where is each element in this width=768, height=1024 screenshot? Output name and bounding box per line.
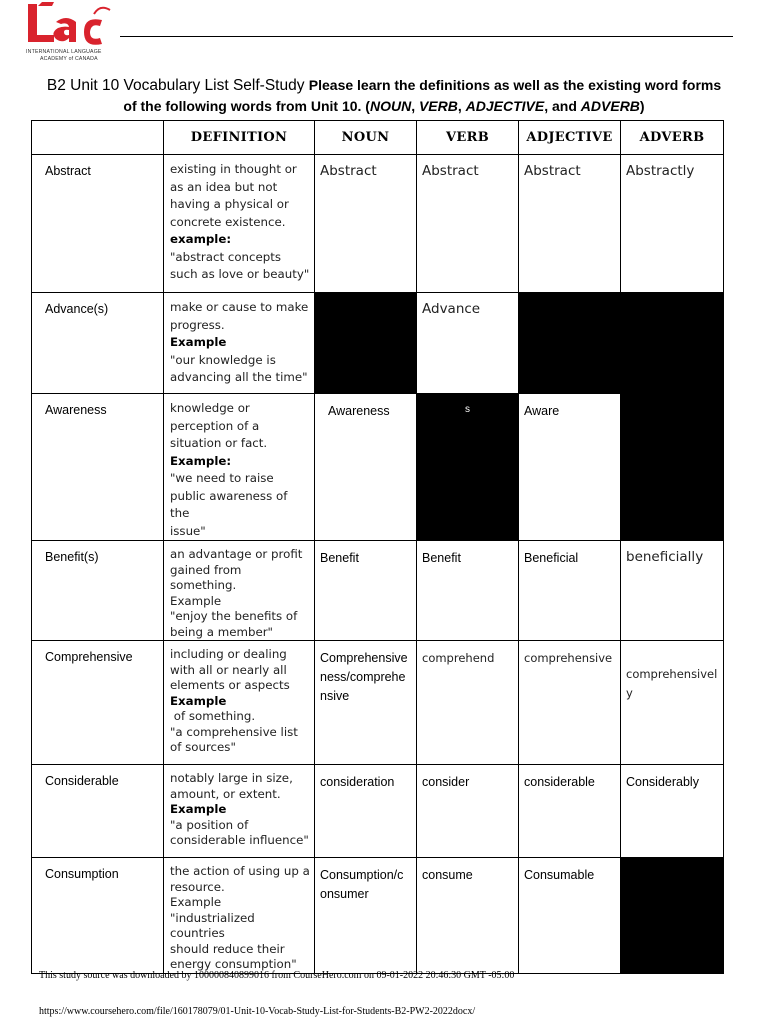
logo-caption-line2: ACADEMY of CANADA	[40, 56, 98, 62]
noun-cell: Awareness	[315, 394, 417, 541]
definition-line: resource.	[170, 879, 225, 894]
definition-cell	[164, 765, 315, 858]
title-sep: , and	[544, 98, 581, 114]
example-label: example:	[170, 232, 232, 246]
table-row	[32, 293, 724, 394]
table-header-row	[32, 121, 724, 155]
definition-line: progress.	[170, 317, 225, 332]
definition-line: knowledge or	[170, 401, 250, 415]
example-line: should reduce their	[170, 941, 285, 956]
table-row	[32, 541, 724, 641]
table-row	[32, 394, 724, 541]
word-cell: Consumption	[32, 858, 164, 974]
title-line2-suffix: )	[639, 98, 645, 114]
adverb-cell: beneficially	[621, 541, 724, 641]
header-noun: NOUN	[315, 121, 417, 155]
table-row	[32, 858, 724, 974]
header-verb: VERB	[417, 121, 519, 155]
title-verb: VERB	[418, 98, 458, 114]
definition-line: amount, or extent.	[170, 786, 281, 801]
definition-cell	[164, 293, 315, 394]
example-line: "abstract concepts	[170, 249, 282, 264]
definition-cell	[164, 394, 315, 541]
adverb-cell-blacked-out	[621, 394, 724, 541]
word-cell: Considerable	[32, 765, 164, 858]
logo-caption-line1: INTERNATIONAL LANGUAGE	[26, 49, 102, 55]
adjective-cell: comprehensive	[519, 641, 621, 765]
header-rule	[120, 36, 733, 37]
noun-cell: Consumption/c onsumer	[315, 858, 417, 974]
title-line2-prefix: of the following words from Unit 10. (	[123, 98, 370, 114]
definition-cell	[164, 641, 315, 765]
definition-line: with all or nearly all	[170, 662, 287, 677]
source-url-link[interactable]: https://www.coursehero.com/file/160178079/01-Unit-10-Vocab-Study-List-for-Students-B2-PW2-2022docx/	[39, 1006, 476, 1017]
example-line: "our knowledge is	[170, 352, 276, 367]
adverb-cell: Considerably	[621, 765, 724, 858]
example-line: "a position of	[170, 817, 249, 832]
definition-line: make or cause to make	[170, 300, 309, 314]
header-adjective: ADJECTIVE	[519, 121, 621, 155]
example-line: being a member"	[170, 624, 273, 639]
title-adverb: ADVERB	[580, 98, 640, 114]
noun-cell-blacked-out	[315, 293, 417, 394]
verb-cell: Abstract	[417, 155, 519, 293]
adverb-cell-blacked-out	[621, 293, 724, 394]
example-line: advancing all the time"	[170, 370, 308, 384]
download-notice: This study source was downloaded by 100000840899016 from CourseHero.com on 09-01-2022 20:46:30 GMT -05:00	[39, 970, 515, 981]
adverb-cell: Abstractly	[621, 155, 724, 293]
verb-cell: Benefit	[417, 541, 519, 641]
example-label: Example:	[170, 453, 232, 468]
example-label: Example	[170, 802, 227, 816]
definition-cell	[164, 155, 315, 293]
definition-line: an advantage or profit	[170, 547, 303, 561]
verb-cell: consume	[417, 858, 519, 974]
title-sep: ,	[457, 98, 466, 114]
table-row	[32, 765, 724, 858]
noun-cell: Benefit	[315, 541, 417, 641]
example-line: of something.	[170, 709, 256, 723]
word-cell: Advance(s)	[32, 293, 164, 394]
example-label: Example	[170, 693, 227, 708]
noun-cell: consideration	[315, 765, 417, 858]
adjective-cell: considerable	[519, 765, 621, 858]
word-cell: Benefit(s)	[32, 541, 164, 641]
example-line: "a comprehensive list	[170, 724, 298, 739]
adverb-cell: comprehensivel y	[621, 641, 724, 765]
table-row	[32, 641, 724, 765]
definition-line: as an idea but not	[170, 179, 278, 194]
example-line: of sources"	[170, 740, 236, 754]
header-definition: DEFINITION	[164, 121, 315, 155]
verb-cell: Advance	[417, 293, 519, 394]
vocabulary-table	[31, 120, 724, 974]
noun-cell: Abstract	[315, 155, 417, 293]
definition-line: concrete existence.	[170, 214, 286, 229]
page-title-line2	[0, 98, 768, 114]
adjective-cell: Consumable	[519, 858, 621, 974]
verb-cell: consider	[417, 765, 519, 858]
ilac-logo	[24, 2, 120, 64]
example-label: Example	[170, 593, 222, 608]
definition-line: having a physical or	[170, 197, 289, 211]
definition-line: existing in thought or	[170, 162, 297, 176]
definition-line: gained from something.	[170, 562, 242, 592]
definition-line: elements or aspects	[170, 678, 290, 692]
example-label: Example	[170, 895, 222, 909]
word-cell: Awareness	[32, 394, 164, 541]
definition-cell	[164, 858, 315, 974]
verb-cell: comprehend	[417, 641, 519, 765]
example-line: such as love or beauty"	[170, 267, 310, 281]
noun-cell: Comprehensive ness/comprehe nsive	[315, 641, 417, 765]
example-label: Example	[170, 335, 227, 349]
definition-line: the action of using up a	[170, 864, 310, 878]
word-cell: Abstract	[32, 155, 164, 293]
title-adjective: ADJECTIVE	[465, 98, 545, 114]
ilac-logo-mark-icon	[24, 2, 120, 46]
example-line: "we need to raise	[170, 471, 274, 485]
title-noun: NOUN	[369, 98, 412, 114]
word-cell: Comprehensive	[32, 641, 164, 765]
title-instruction: Please learn the definitions as well as the existing word forms	[308, 77, 722, 93]
adjective-cell: Aware	[519, 394, 621, 541]
adjective-cell: Abstract	[519, 155, 621, 293]
adverb-cell-blacked-out	[621, 858, 724, 974]
verb-cell-blacked-out: s	[417, 394, 519, 541]
example-line: "industrialized countries	[170, 910, 255, 940]
table-row	[32, 155, 724, 293]
example-line: energy consumption"	[170, 957, 297, 971]
definition-line: including or dealing	[170, 647, 287, 661]
adjective-cell: Beneficial	[519, 541, 621, 641]
header-adverb: ADVERB	[621, 121, 724, 155]
title-unit: B2 Unit 10 Vocabulary List Self-Study	[46, 77, 309, 94]
definition-line: situation or fact.	[170, 436, 268, 450]
example-line: "enjoy the benefits of	[170, 609, 298, 623]
title-sep: ,	[411, 98, 419, 114]
definition-line: notably large in size,	[170, 771, 293, 785]
definition-cell	[164, 541, 315, 641]
example-line: considerable influence"	[170, 833, 309, 847]
example-line: issue"	[170, 523, 206, 538]
header-word	[32, 121, 164, 155]
definition-line: perception of a	[170, 418, 260, 433]
page-title-line1	[0, 77, 768, 95]
example-line: public awareness of the	[170, 488, 288, 520]
adjective-cell-blacked-out	[519, 293, 621, 394]
